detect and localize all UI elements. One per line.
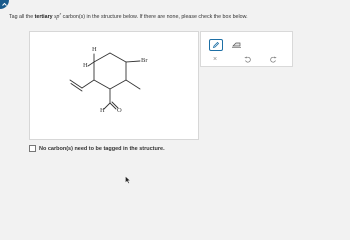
atom-h-left[interactable]: H [83, 62, 88, 69]
mouse-cursor-icon [125, 176, 131, 184]
no-carbon-option[interactable] [29, 145, 165, 152]
atom-h-bottom[interactable]: H [100, 107, 105, 114]
question-text [9, 12, 248, 20]
atom-h-top[interactable]: H [92, 46, 97, 53]
ring-bond[interactable] [94, 53, 110, 62]
atom-br[interactable]: Br [141, 57, 148, 64]
eraser-icon [231, 41, 242, 49]
undo-icon [244, 56, 251, 63]
ring-bond[interactable] [110, 80, 126, 89]
undo-button[interactable] [241, 54, 253, 64]
pencil-button[interactable] [209, 39, 223, 51]
clear-button[interactable] [209, 54, 221, 64]
question-prefix: Tag all the [9, 14, 34, 20]
pencil-icon [212, 41, 220, 49]
hybrid-superscript: 3 [59, 12, 62, 16]
ring-bond[interactable] [110, 53, 126, 62]
molecule-drawing[interactable] [30, 32, 198, 139]
redo-button[interactable] [267, 54, 279, 64]
h-bond-left[interactable] [88, 62, 94, 66]
question-suffix: carbon(s) in the structure below. If there are none, please check the box below. [62, 14, 248, 20]
collapse-toggle[interactable] [0, 0, 9, 9]
close-icon: × [212, 55, 218, 63]
tool-palette [200, 31, 293, 67]
carbonyl-bond[interactable] [110, 103, 116, 109]
methyl-bond[interactable] [126, 80, 140, 89]
no-carbon-label[interactable]: No carbon(s) need to be tagged in the structure. [39, 145, 165, 152]
structure-canvas[interactable] [29, 31, 199, 140]
vinyl-bond[interactable] [82, 80, 94, 88]
chevron-up-icon [1, 1, 8, 8]
atom-o[interactable]: O [117, 107, 122, 114]
hybrid-text: sp [54, 14, 60, 20]
redo-icon [270, 56, 277, 63]
question-keyword: tertiary [34, 14, 53, 20]
hybridization-label [54, 14, 61, 20]
br-bond[interactable] [126, 61, 140, 62]
no-carbon-checkbox[interactable] [29, 145, 36, 152]
ring-bond[interactable] [94, 80, 110, 89]
eraser-button[interactable] [230, 40, 242, 50]
